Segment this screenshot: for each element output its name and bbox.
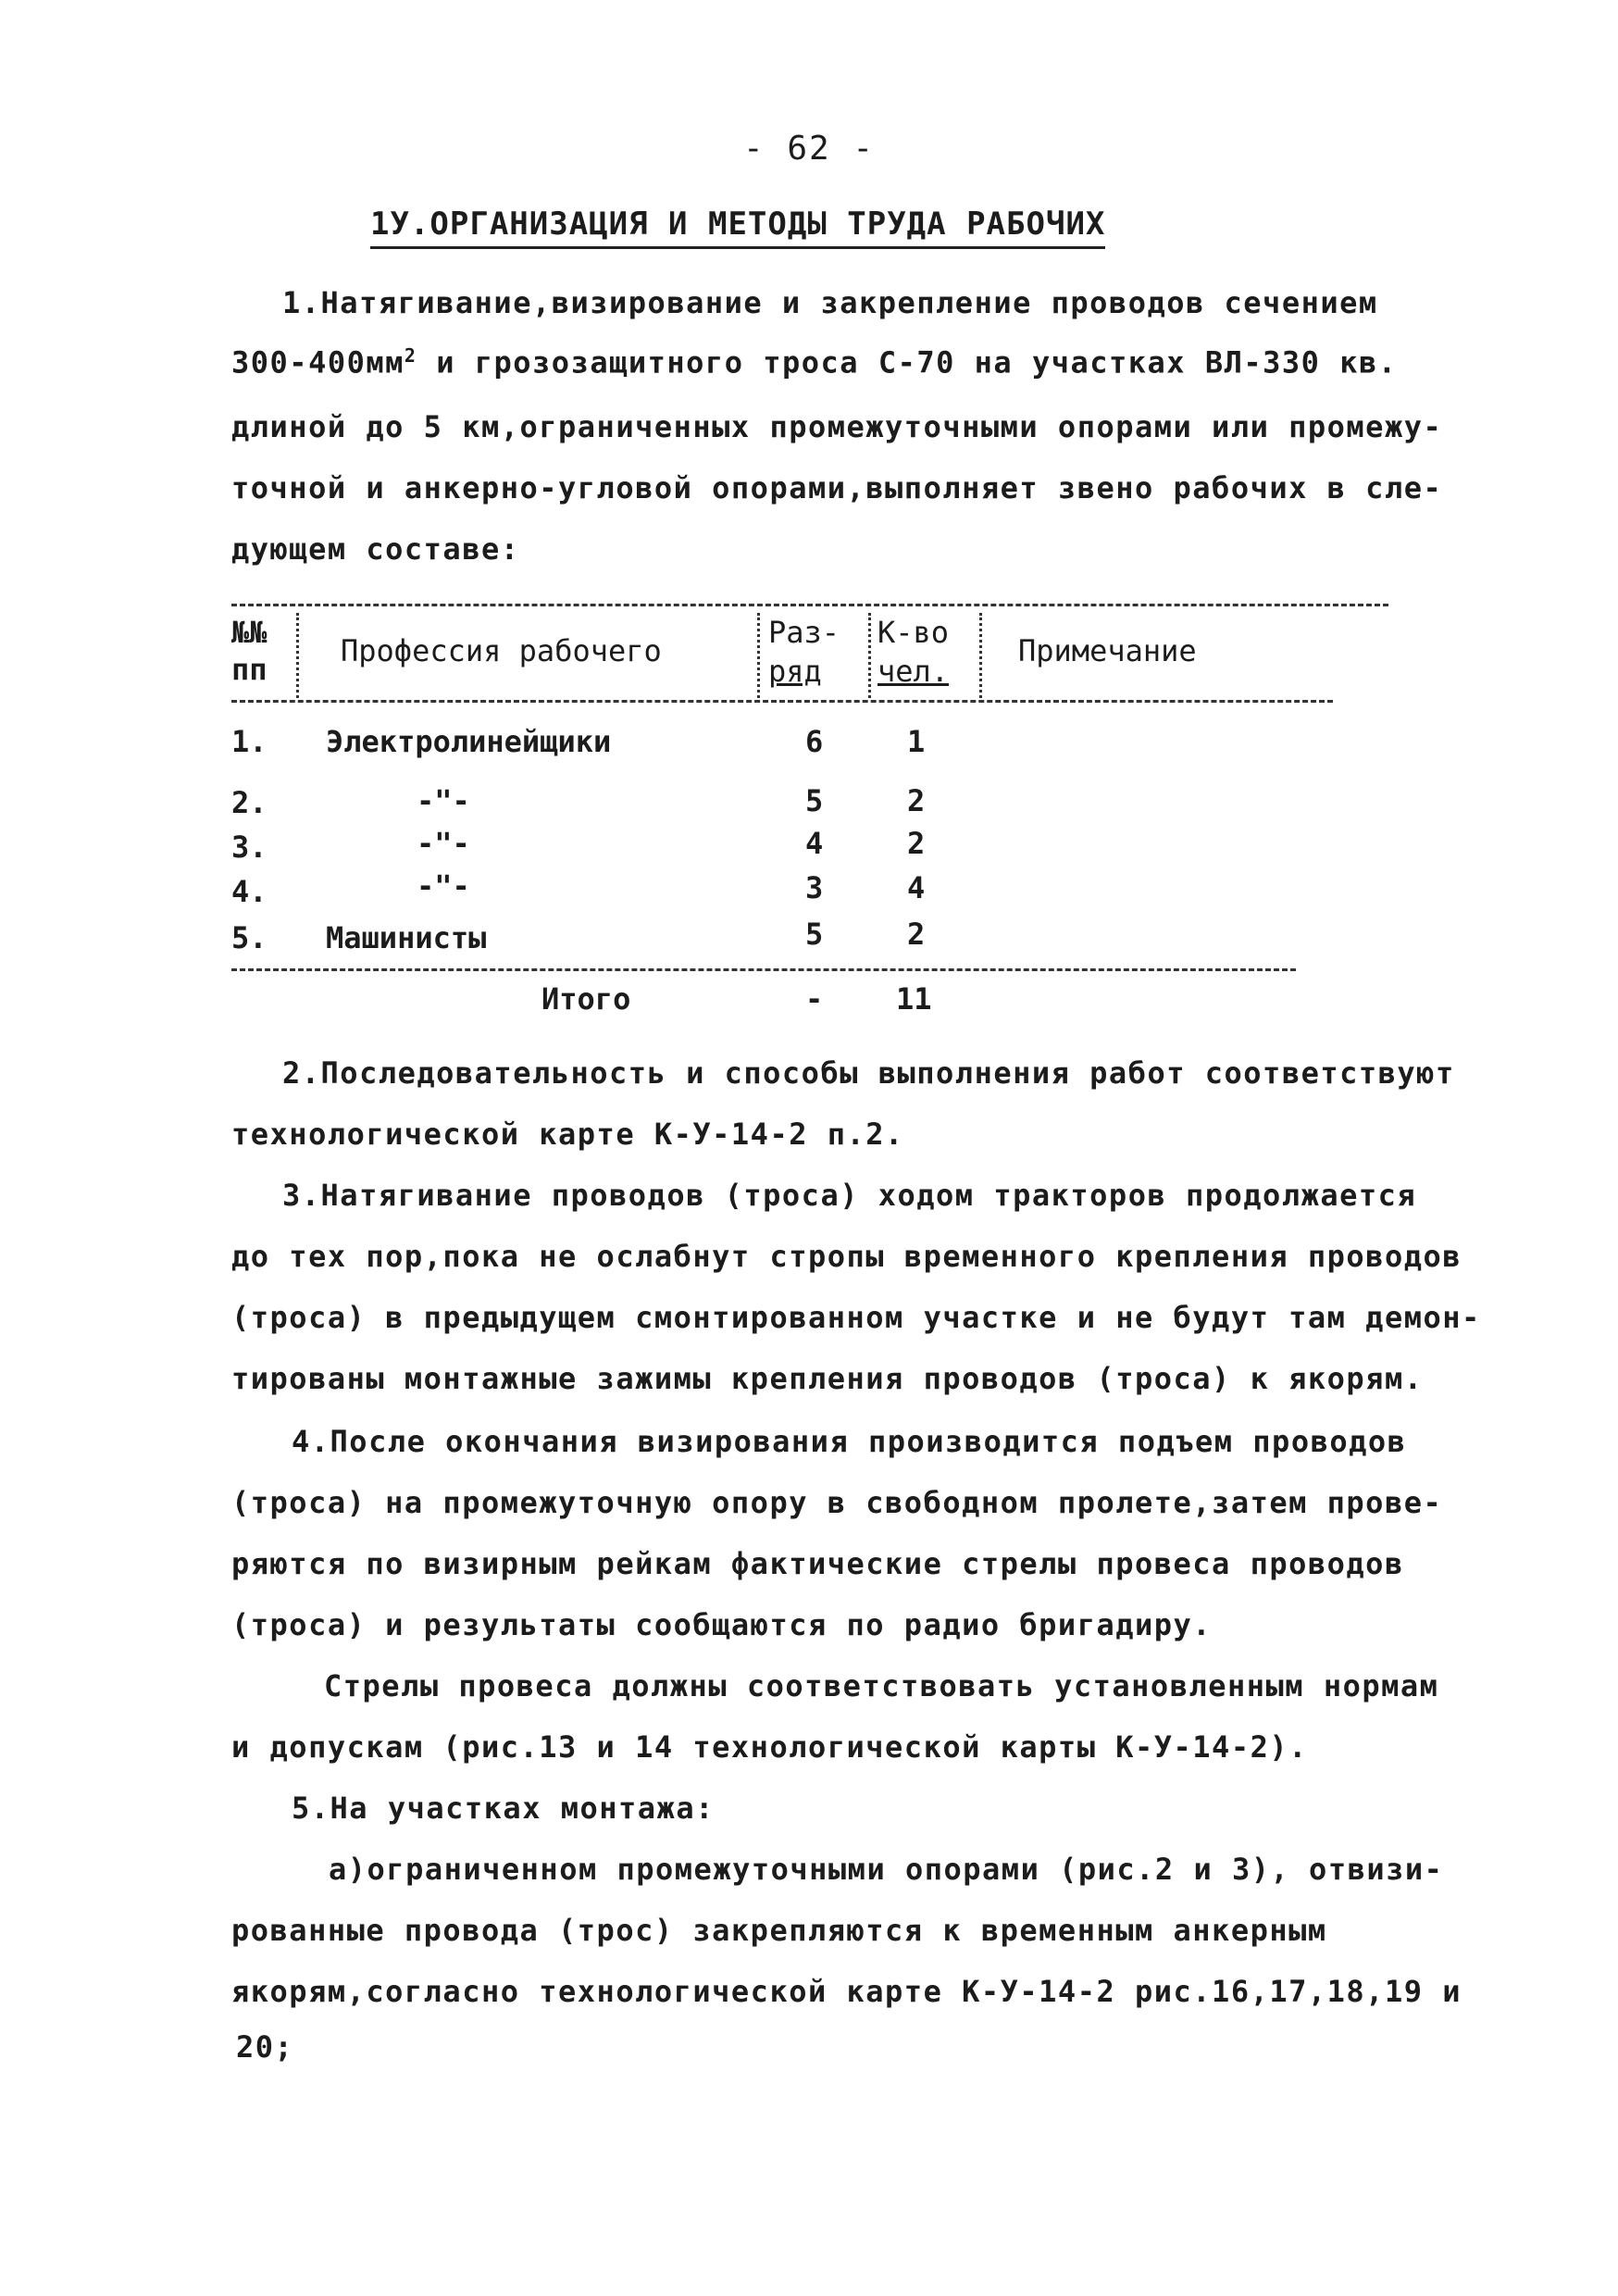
row-count: 2: [907, 783, 926, 818]
header-note: Примечание: [1018, 633, 1197, 668]
para5a-line3: якорям,согласно технологической карте К-У-14-2 рис.16,17,18,19 и: [231, 1974, 1462, 2009]
section-title: 1У.ОРГАНИЗАЦИЯ И МЕТОДЫ ТРУДА РАБОЧИХ: [370, 206, 1105, 249]
header-num: пп: [231, 652, 268, 687]
row-profession: Электролинейщики: [326, 724, 612, 759]
para5a-line2: рованные провода (трос) закрепляются к временным анкерным: [231, 1913, 1327, 1948]
row-num: 2.: [231, 785, 268, 820]
row-grade: 3: [805, 870, 824, 905]
para5a-line1: а)ограниченном промежуточными опорами (рис.2 и 3), отвизи-: [329, 1852, 1444, 1887]
para1-line4: точной и анкерно-угловой опорами,выполняет звено рабочих в сле-: [231, 470, 1443, 505]
row-count: 2: [907, 826, 926, 861]
header-count: чел.: [877, 654, 950, 689]
total-count: 11: [896, 981, 932, 1017]
para1-line3: длиной до 5 км,ограниченных промежуточными опорами или промежу-: [231, 409, 1443, 444]
row-profession: -"-: [417, 826, 470, 861]
row-num: 5.: [231, 920, 268, 955]
para1-line1: 1.Натягивание,визирование и закрепление проводов сечением: [282, 285, 1378, 320]
header-grade: ряд: [768, 654, 822, 689]
para4-line1: 4.После окончания визирования производится подъем проводов: [292, 1424, 1407, 1459]
table-col-sep: [868, 613, 871, 698]
row-num: 4.: [231, 874, 268, 909]
table-total-rule: [231, 968, 1296, 971]
para3-line3: (троса) в предыдущем смонтированном участке и не будут там демон-: [231, 1300, 1481, 1335]
para2-line2: технологической карте К-У-14-2 п.2.: [231, 1117, 904, 1152]
row-profession: Машинисты: [326, 920, 487, 955]
row-profession: -"-: [417, 783, 470, 818]
para4-line4: (троса) и результаты сообщаются по радио бригадиру.: [231, 1607, 1213, 1642]
header-count: К-во: [877, 615, 950, 650]
para1-line2: $300-400мм^2$ и грозозащитного троса С-70 на участках ВЛ-330 кв.: [231, 344, 1398, 381]
table-col-sep: [757, 613, 760, 698]
header-num: №№: [231, 615, 268, 650]
row-profession: -"-: [417, 868, 470, 904]
total-grade: -: [805, 981, 824, 1017]
para3-line1: 3.Натягивание проводов (троса) ходом тракторов продолжается: [282, 1178, 1417, 1213]
row-count: 1: [907, 724, 926, 759]
para2-line1: 2.Последовательность и способы выполнения работ соответствуют: [282, 1055, 1455, 1091]
row-grade: 5: [805, 783, 824, 818]
row-grade: 4: [805, 826, 824, 861]
para4b-line1: Стрелы провеса должны соответствовать установленным нормам: [324, 1668, 1439, 1703]
para3-line4: тированы монтажные зажимы крепления проводов (троса) к якорям.: [231, 1361, 1424, 1396]
header-profession: Профессия рабочего: [341, 633, 662, 668]
para4-line3: ряются по визирным рейкам фактические стрелы провеса проводов: [231, 1546, 1404, 1581]
page-number: - 62 -: [742, 130, 876, 168]
table-col-sep: [296, 613, 299, 698]
table-header-rule: [231, 700, 1333, 703]
row-num: 3.: [231, 830, 268, 865]
row-count: 2: [907, 917, 926, 952]
para5-line1: 5.На участках монтажа:: [292, 1791, 715, 1826]
para5a-line4: 20;: [236, 2029, 294, 2065]
table-top-rule: [231, 604, 1388, 606]
total-label: Итого: [541, 981, 631, 1017]
row-num: 1.: [231, 724, 268, 759]
header-grade: Раз-: [768, 615, 840, 650]
para4b-line2: и допускам (рис.13 и 14 технологической карты К-У-14-2).: [231, 1729, 1308, 1765]
para3-line2: до тех пор,пока не ослабнут стропы временного крепления проводов: [231, 1239, 1462, 1274]
para4-line2: (троса) на промежуточную опору в свободном пролете,затем прове-: [231, 1485, 1443, 1520]
row-grade: 6: [805, 724, 824, 759]
row-count: 4: [907, 870, 926, 905]
para1-line5: дующем составе:: [231, 531, 520, 567]
row-grade: 5: [805, 917, 824, 952]
table-col-sep: [979, 613, 982, 698]
